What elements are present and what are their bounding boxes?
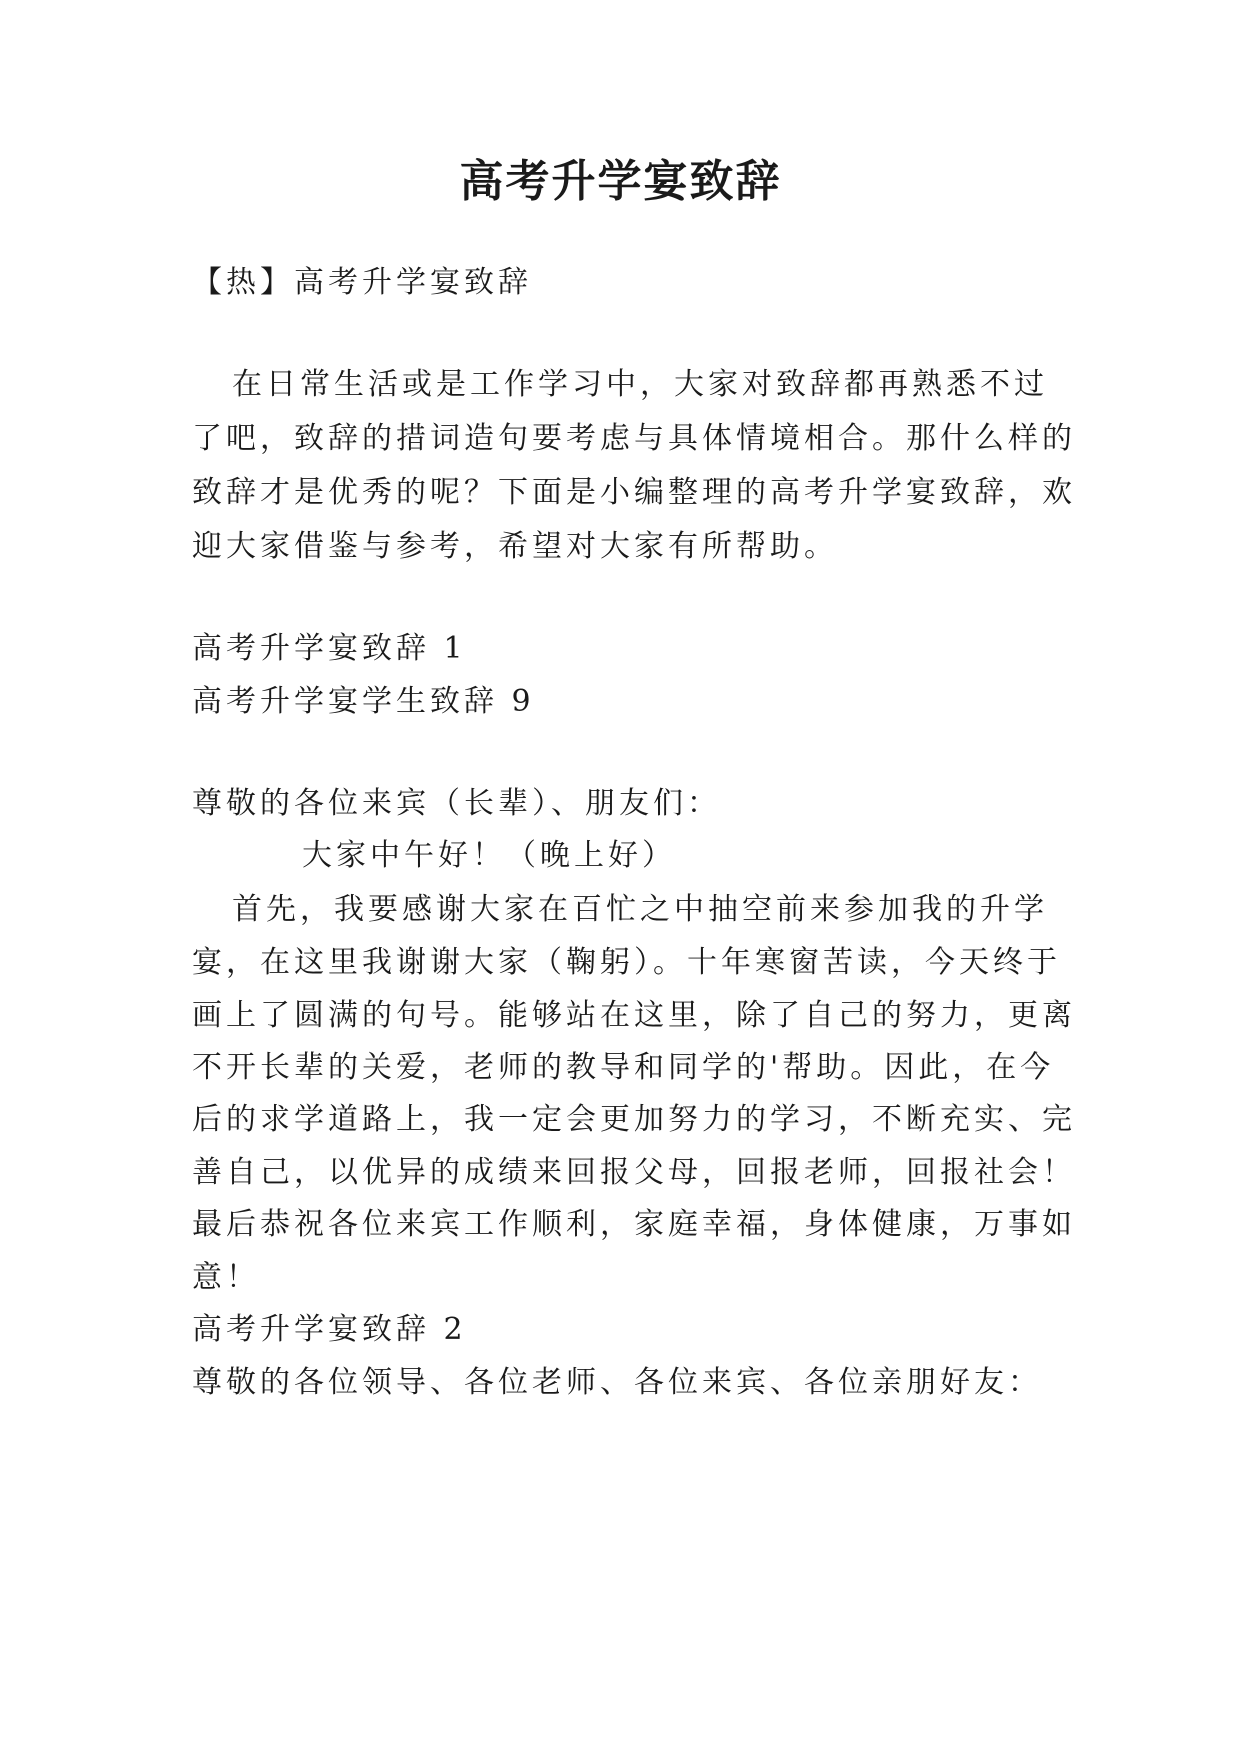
intro-line-1: 在日常生活或是工作学习中，大家对致辞都再熟悉不过 <box>232 367 1048 402</box>
intro-line-2: 了吧，致辞的措词造句要考虑与具体情境相合。那什么样的 <box>192 421 1076 456</box>
speech2-salutation: 尊敬的各位领导、各位老师、各位来宾、各位亲朋好友： <box>192 1365 1042 1400</box>
toc-item-2: 高考升学宴学生致辞 9 <box>192 684 535 719</box>
speech1-salutation: 尊敬的各位来宾（长辈）、朋友们： <box>192 786 721 821</box>
speech1-body-line-4: 不开长辈的关爱，老师的教导和同学的'帮助。因此，在今 <box>192 1050 1055 1085</box>
document-subtitle: 【热】高考升学宴致辞 <box>192 265 532 300</box>
speech2-heading: 高考升学宴致辞 2 <box>192 1312 467 1347</box>
speech1-body-line-1: 首先，我要感谢大家在百忙之中抽空前来参加我的升学 <box>232 892 1048 927</box>
speech1-body-line-5: 后的求学道路上，我一定会更加努力的学习，不断充实、完 <box>192 1102 1076 1137</box>
speech1-body-line-6: 善自己，以优异的成绩来回报父母，回报老师，回报社会！ <box>192 1155 1076 1190</box>
speech1-body-line-7: 最后恭祝各位来宾工作顺利，家庭幸福，身体健康，万事如 <box>192 1207 1076 1242</box>
intro-line-3: 致辞才是优秀的呢？下面是小编整理的高考升学宴致辞，欢 <box>192 475 1076 510</box>
speech1-body-line-8: 意！ <box>192 1260 260 1295</box>
speech1-body-line-2: 宴，在这里我谢谢大家（鞠躬）。十年寒窗苦读，今天终于 <box>192 945 1061 980</box>
speech1-greeting: 大家中午好！（晚上好） <box>302 838 676 873</box>
intro-line-4: 迎大家借鉴与参考，希望对大家有所帮助。 <box>192 529 838 564</box>
document-title: 高考升学宴致辞 <box>459 156 782 207</box>
speech1-body-line-3: 画上了圆满的句号。能够站在这里，除了自己的努力，更离 <box>192 998 1076 1033</box>
toc-item-1: 高考升学宴致辞 1 <box>192 631 467 666</box>
